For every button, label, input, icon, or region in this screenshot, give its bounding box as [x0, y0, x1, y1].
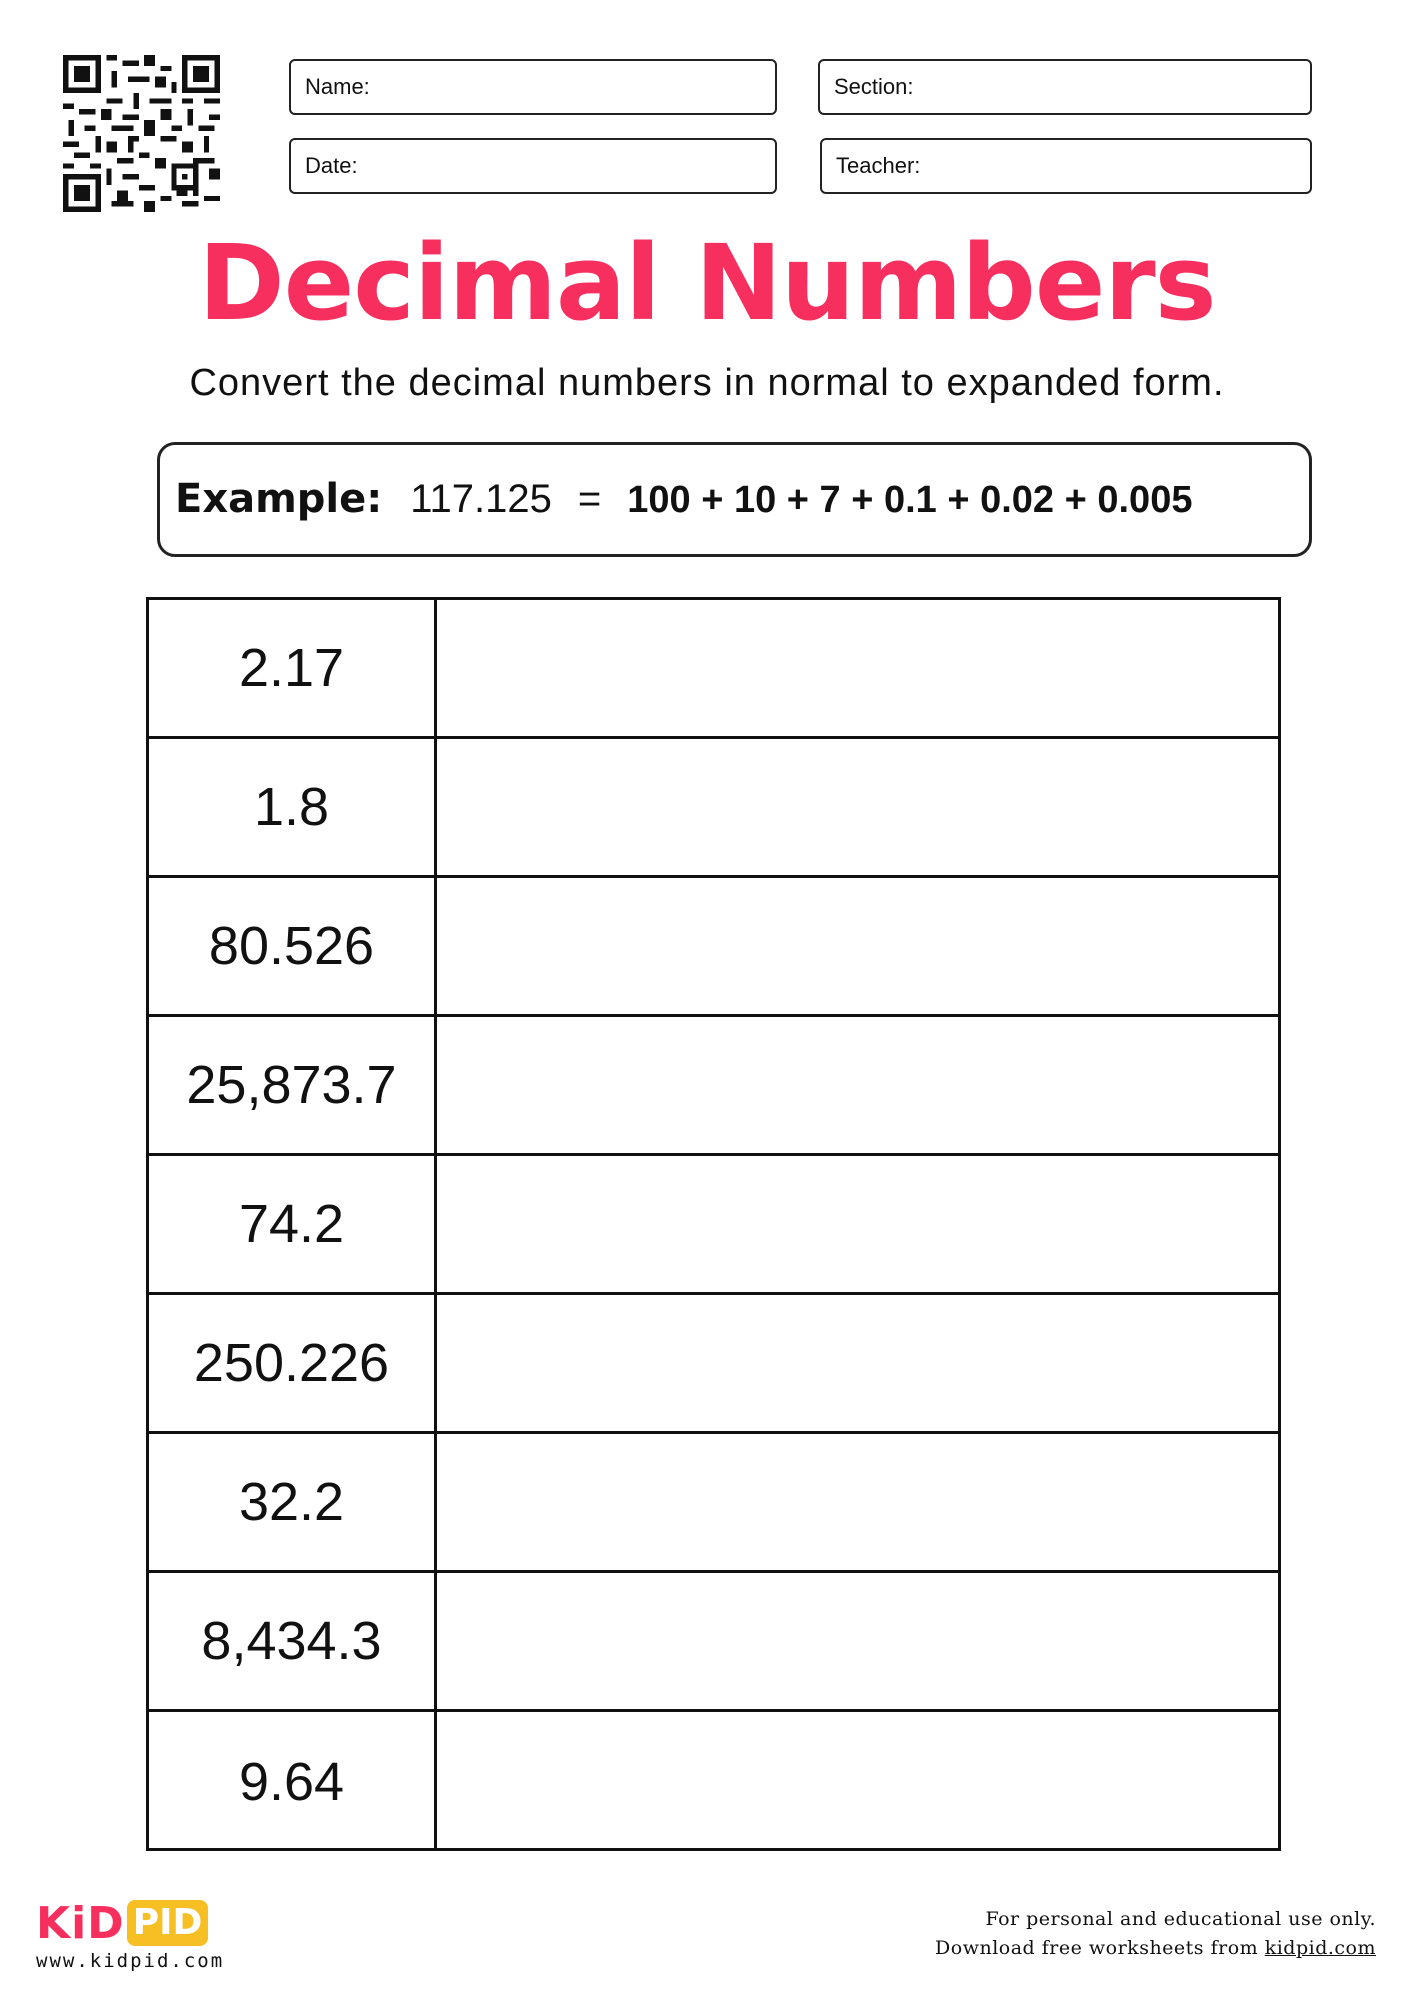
decimal-number: 8,434.3 — [149, 1573, 437, 1709]
example-normal-form: 117.125 — [410, 477, 552, 521]
table-row — [149, 1434, 1278, 1573]
table-row — [149, 1712, 1278, 1851]
logo-url[interactable]: www.kidpid.com — [36, 1950, 225, 1972]
name-field[interactable] — [289, 59, 777, 115]
table-row — [149, 1156, 1278, 1295]
decimal-number: 1.8 — [149, 739, 437, 875]
example-box — [157, 442, 1312, 557]
kidpid-logo — [36, 1898, 208, 1948]
decimal-number: 80.526 — [149, 878, 437, 1014]
example-label: Example: — [175, 476, 383, 522]
table-row — [149, 1295, 1278, 1434]
kidpid-link[interactable]: kidpid.com — [1264, 1937, 1376, 1959]
table-row — [149, 1017, 1278, 1156]
teacher-field[interactable] — [820, 138, 1312, 194]
logo-pid-text: PID — [127, 1900, 209, 1946]
answer-cell[interactable] — [437, 1017, 1278, 1153]
answer-cell[interactable] — [437, 1295, 1278, 1431]
example-expanded-form: 100 + 10 + 7 + 0.1 + 0.02 + 0.005 — [627, 479, 1193, 521]
table-row — [149, 739, 1278, 878]
decimal-number: 25,873.7 — [149, 1017, 437, 1153]
download-note — [935, 1934, 1376, 1963]
answer-cell[interactable] — [437, 600, 1278, 736]
download-note-prefix: Download free worksheets from — [935, 1937, 1265, 1959]
table-row — [149, 878, 1278, 1017]
answer-cell[interactable] — [437, 1712, 1278, 1851]
table-row — [149, 600, 1278, 739]
table-row — [149, 1573, 1278, 1712]
section-label: Section: — [834, 74, 914, 99]
problems-table — [146, 597, 1281, 1851]
qr-code — [63, 55, 220, 212]
usage-note: For personal and educational use only. — [985, 1908, 1376, 1930]
logo-kid-text: KiD — [36, 1897, 125, 1949]
answer-cell[interactable] — [437, 1156, 1278, 1292]
answer-cell[interactable] — [437, 739, 1278, 875]
decimal-number: 32.2 — [149, 1434, 437, 1570]
decimal-number: 74.2 — [149, 1156, 437, 1292]
section-field[interactable] — [818, 59, 1312, 115]
answer-cell[interactable] — [437, 1434, 1278, 1570]
footer-note — [935, 1905, 1376, 1963]
date-field[interactable] — [289, 138, 777, 194]
answer-cell[interactable] — [437, 1573, 1278, 1709]
answer-cell[interactable] — [437, 878, 1278, 1014]
teacher-label: Teacher: — [836, 153, 921, 178]
decimal-number: 2.17 — [149, 600, 437, 736]
date-label: Date: — [305, 153, 358, 178]
example-equals-sign: = — [577, 477, 602, 521]
decimal-number: 9.64 — [149, 1712, 437, 1851]
instructions: Convert the decimal numbers in normal to expanded form. — [189, 362, 1225, 404]
name-label: Name: — [305, 74, 370, 99]
page-title: Decimal Numbers — [198, 222, 1216, 344]
decimal-number: 250.226 — [149, 1295, 437, 1431]
